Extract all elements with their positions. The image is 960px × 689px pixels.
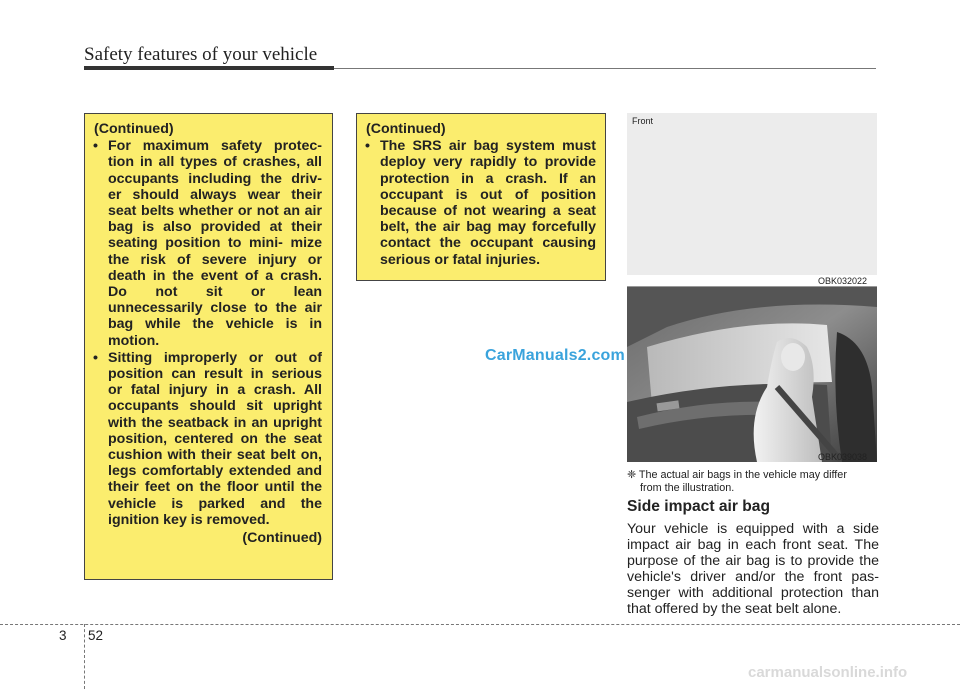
watermark-link[interactable]: CarManuals2.com [485,347,625,364]
warning-box-middle [356,113,606,281]
continued-tail: (Continued) [242,530,322,547]
car-interior-illustration [627,287,877,462]
page-header-title: Safety features of your vehicle [84,44,318,65]
warning-bullet: • The SRS air bag system must deploy very rapidly to provide protection in a crash. If an occupant is out of position because of not wearing a seat belt, the air bag may forcefully contact the occupant causing serious or fatal injuries. [365,138,596,268]
page-number: 52 [88,628,104,643]
header-rule-thin [334,68,876,69]
footer-rule [0,624,960,625]
continued-heading: (Continued) [94,121,174,137]
note-line-2: from the illustration. [640,482,735,494]
section-heading: Side impact air bag [627,498,770,515]
footer-vertical-rule [84,624,85,689]
warning-bullet: • Sitting improperly or out of position can result in serious or fatal injury in a crash. All occupants should sit upright with the seatback in an upright position, centered on the seat cushion with their seat belt on, legs comfortably extended and their feet on the floor until the vehicle is parked and the ignition key is removed. [93,350,322,528]
section-body-text: Your vehicle is equipped with a side impact air bag in each front seat. The purpose of the air bag is to provide the vehicle's driver and/or the front pas- senger with additional protection than that offered by the seat belt alone. [627,521,879,617]
site-watermark: carmanualsonline.info [748,664,908,681]
note-line-1: The actual air bags in the vehicle may differ [638,469,847,481]
figure-code-photo: OBK039038 [818,452,868,462]
note-symbol: ❈ [627,469,637,481]
figure-side-airbag-photo [627,287,877,462]
continued-heading: (Continued) [366,121,446,137]
header-rule-thick [84,66,334,70]
illustration-note [627,469,879,495]
figure-top-view [627,113,877,275]
warning-bullet: • For maximum safety protec- tion in all types of crashes, all occupants including the driv- er should always wear their seat belts whether or not an air bag is also provided at their seating position to mini- mize the risk of severe injury or death in the event of a crash. Do not sit or lean unnecessarily close to the air bag while the vehicle is in motion. [93,138,322,349]
warning-box-left [84,113,333,580]
section-number: 3 [59,628,67,643]
figure-code-top: OBK032022 [818,276,868,286]
figure-front-label: Front [632,116,654,126]
